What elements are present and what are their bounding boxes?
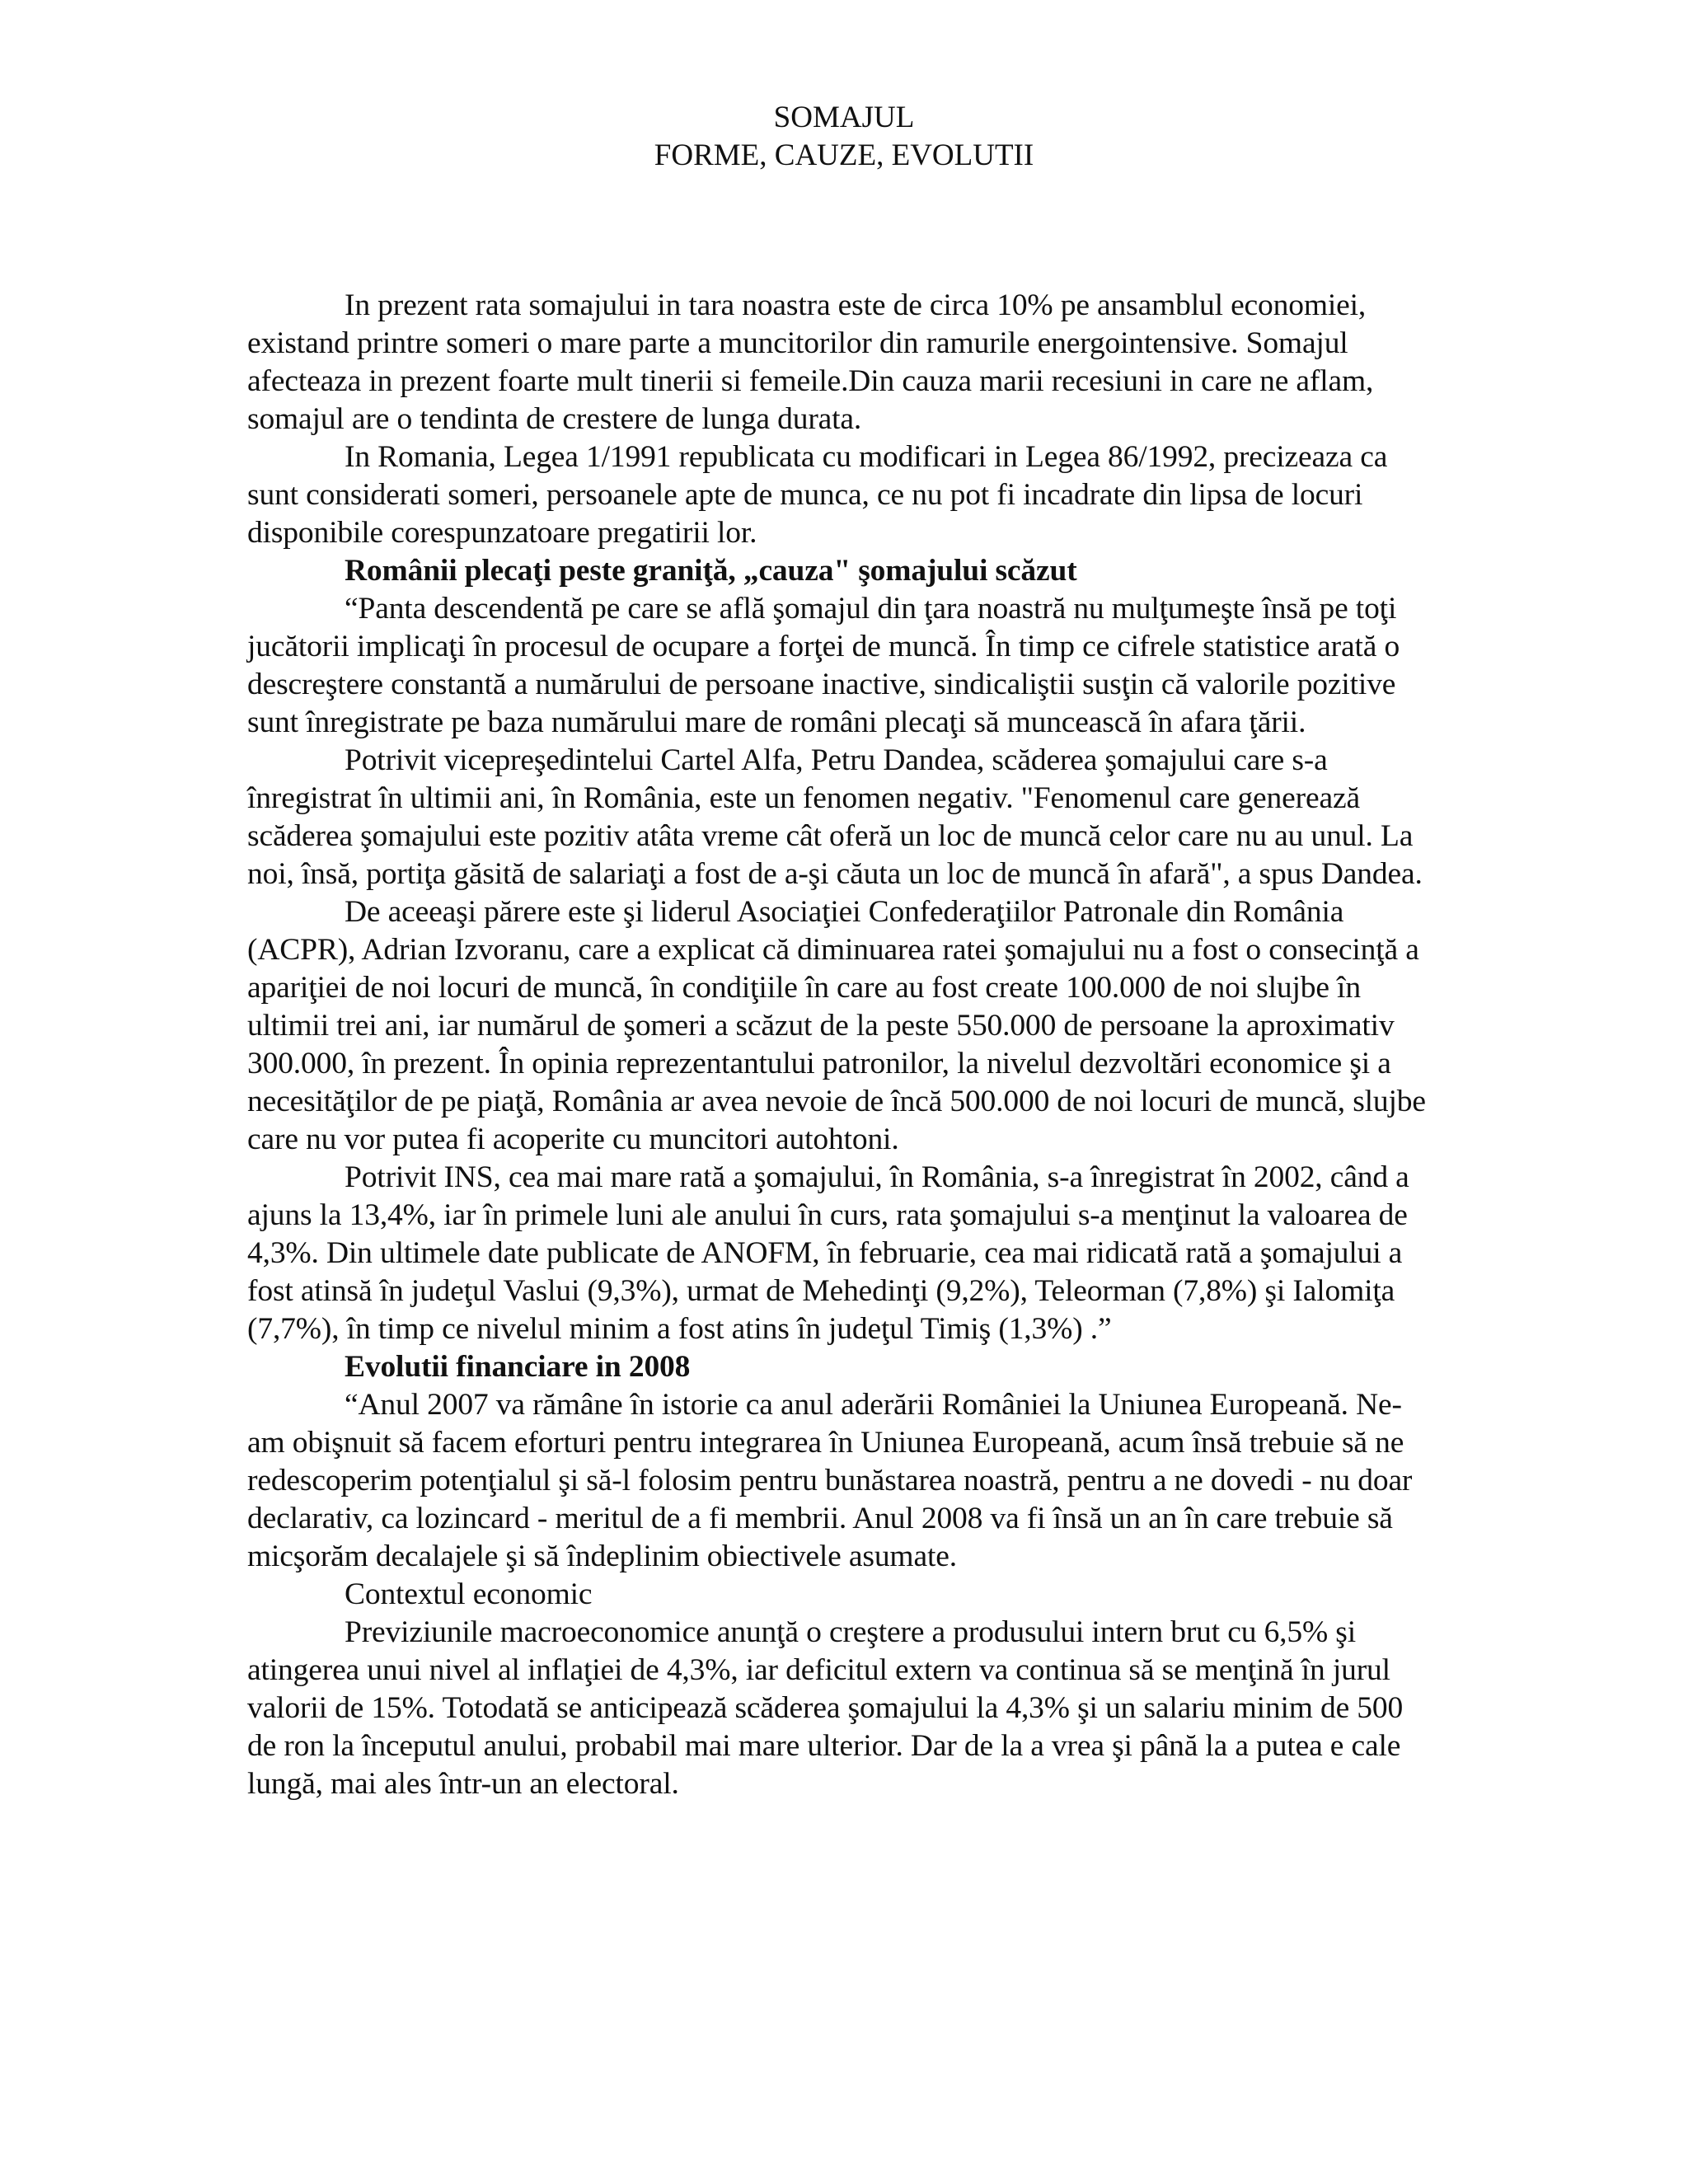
title-line-1: SOMAJUL [773, 101, 915, 134]
section-heading-evolutii-2008: Evolutii financiare in 2008 [345, 1350, 691, 1384]
paragraph-previziuni: Previziunile macroeconomice anunţă o creştere a produsului intern brut cu 6,5% şi atingerea unui nivel al inflaţiei de 4,3%, iar deficitul extern va continua să se menţină în jurul valorii de 15%. Totodată se anticipează scăderea şomajului la 4,3% şi un salariu minim de 500 de ron la începutul anului, probabil mai mare ulterior. Dar de la a vrea şi până la a putea e cale lungă, mai ales într-un an electoral. [247, 1615, 1404, 1801]
title-line-2: FORME, CAUZE, EVOLUTII [654, 138, 1034, 172]
paragraph-anul-2007: “Anul 2007 va rămâne în istorie ca anul aderării României la Uniunea Europeană. Ne-am obişnuit să facem eforturi pentru integrarea în Uniunea Europeană, acum însă trebuie să ne redescoperim potenţialul şi să-l folosim pentru bunăstarea noastră, pentru a ne dovedi - nu doar declarativ, ca lozincard - meritul de a fi membrii. Anul 2008 va fi însă un an în care trebuie să micşorăm decalajele şi să îndeplinim obiectivele asumate. [247, 1388, 1413, 1573]
paragraph-intro: In prezent rata somajului in tara noastra este de circa 10% pe ansamblul economiei, existand printre someri o mare parte a muncitorilor din ramurile energointensive. Somajul afecteaza in prezent foarte mult tinerii si femeile.Din cauza marii recesiuni in care ne aflam, somajul are o tendinta de crestere de lunga durata. [247, 288, 1374, 436]
document-body [247, 287, 1426, 1803]
document-title [0, 99, 1688, 175]
section-heading-romanii-plecati: Românii plecaţi peste graniţă, „cauza" şomajului scăzut [345, 554, 1077, 588]
paragraph-dandea: Potrivit vicepreşedintelui Cartel Alfa, Petru Dandea, scăderea şomajului care s-a înregistrat în ultimii ani, în România, este un fenomen negativ. "Fenomenul care generează scăderea şomajului este pozitiv atâta vreme cât oferă un loc de muncă celor care nu au unul. La noi, însă, portiţa găsită de salariaţi a fost de a-şi căuta un loc de muncă în afară", a spus Dandea. [247, 743, 1423, 891]
section-heading-contextul-economic: Contextul economic [345, 1577, 593, 1611]
paragraph-ins: Potrivit INS, cea mai mare rată a şomajului, în România, s-a înregistrat în 2002, când a ajuns la 13,4%, iar în primele luni ale anului în curs, rata şomajului s-a menţinut la valoarea de 4,3%. Din ultimele date publicate de ANOFM, în februarie, cea mai ridicată rată a şomajului a fost atinsă în judeţul Vaslui (9,3%), urmat de Mehedinţi (9,2%), Teleorman (7,8%) şi Ialomiţa (7,7%), în timp ce nivelul minim a fost atins în judeţul Timiş (1,3%) .” [247, 1160, 1409, 1346]
paragraph-law: In Romania, Legea 1/1991 republicata cu modificari in Legea 86/1992, precizeaza ca sunt considerati someri, persoanele apte de munca, ce nu pot fi incadrate din lipsa de locuri disponibile corespunzatoare pregatirii lor. [247, 440, 1388, 550]
paragraph-quote-panta: “Panta descendentă pe care se află şomajul din ţara noastră nu mulţumeşte însă pe toţi jucătorii implicaţi în procesul de ocupare a forţei de muncă. În timp ce cifrele statistice arată o descreştere constantă a numărului de persoane inactive, sindicaliştii susţin că valorile pozitive sunt înregistrate pe baza numărului mare de români plecaţi să muncească în afara ţării. [247, 592, 1400, 739]
paragraph-izvoranu: De aceeaşi părere este şi liderul Asociaţiei Confederaţiilor Patronale din România (ACPR), Adrian Izvoranu, care a explicat că diminuarea ratei şomajului nu a fost o consecinţă a apariţiei de noi locuri de muncă, în condiţiile în care au fost create 100.000 de noi slujbe în ultimii trei ani, iar numărul de şomeri a scăzut de la peste 550.000 de persoane la aproximativ 300.000, în prezent. În opinia reprezentantului patronilor, la nivelul dezvoltări economice şi a necesităţilor de pe piaţă, România ar avea nevoie de încă 500.000 de noi locuri de muncă, slujbe care nu vor putea fi acoperite cu muncitori autohtoni. [247, 895, 1426, 1156]
